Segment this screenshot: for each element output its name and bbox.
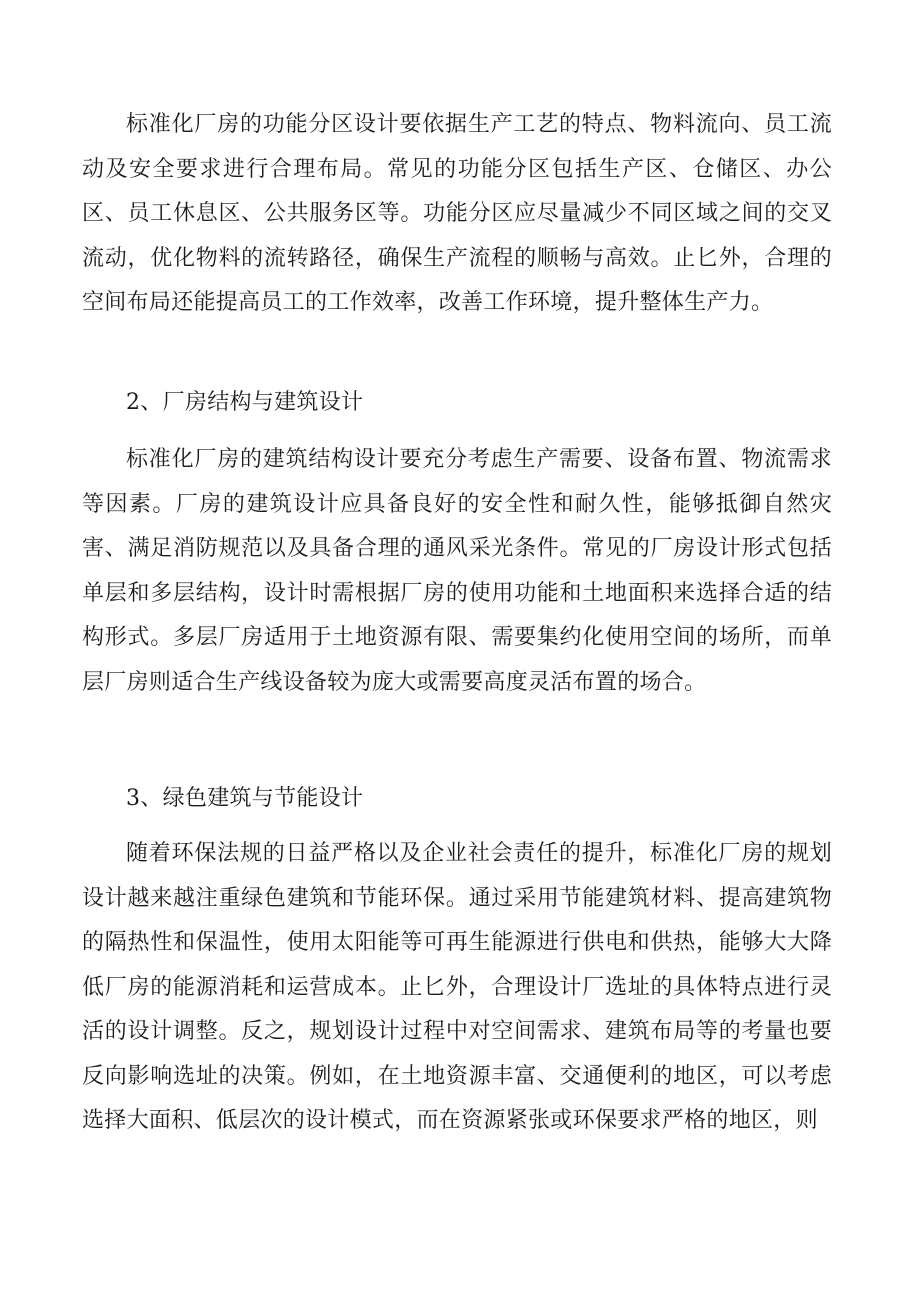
section-heading-structure: 2、厂房结构与建筑设计	[126, 390, 364, 415]
paragraph-functional-zoning: 标准化厂房的功能分区设计要依据生产工艺的特点、物料流向、员工流动及安全要求进行合理布局。常见的功能分区包括生产区、仓储区、办公区、员工休息区、公共服务区等。功能分区应尽量减少不同区域之间的交叉流动，优化物料的流转路径，确保生产流程的顺畅与高效。止匕外，合理的空间布局还能提高员工的工作效率，改善工作环境，提升整体生产力。	[82, 112, 832, 315]
section-heading-green-building: 3、绿色建筑与节能设计	[126, 786, 364, 811]
paragraph-green-energy: 随着环保法规的日益严格以及企业社会责任的提升，标准化厂房的规划设计越来越注重绿色建筑和节能环保。通过采用节能建筑材料、提高建筑物的隔热性和保温性，使用太阳能等可再生能源进行供电和供热，能够大大降低厂房的能源消耗和运营成本。止匕外，合理设计厂选址的具体特点进行灵活的设计调整。反之，规划设计过程中对空间需求、建筑布局等的考量也要反向影响选址的决策。例如，在土地资源丰富、交通便利的地区，可以考虑选择大面积、低层次的设计模式，而在资源紧张或环保要求严格的地区，则	[82, 841, 832, 1133]
paragraph-building-structure: 标准化厂房的建筑结构设计要充分考虑生产需要、设备布置、物流需求等因素。厂房的建筑设计应具备良好的安全性和耐久性，能够抵御自然灾害、满足消防规范以及具备合理的通风采光条件。常见的厂房设计形式包括单层和多层结构，设计时需根据厂房的使用功能和土地面积来选择合适的结构形式。多层厂房适用于土地资源有限、需要集约化使用空间的场所，而单层厂房则适合生产线设备较为庞大或需要高度灵活布置的场合。	[82, 447, 832, 695]
